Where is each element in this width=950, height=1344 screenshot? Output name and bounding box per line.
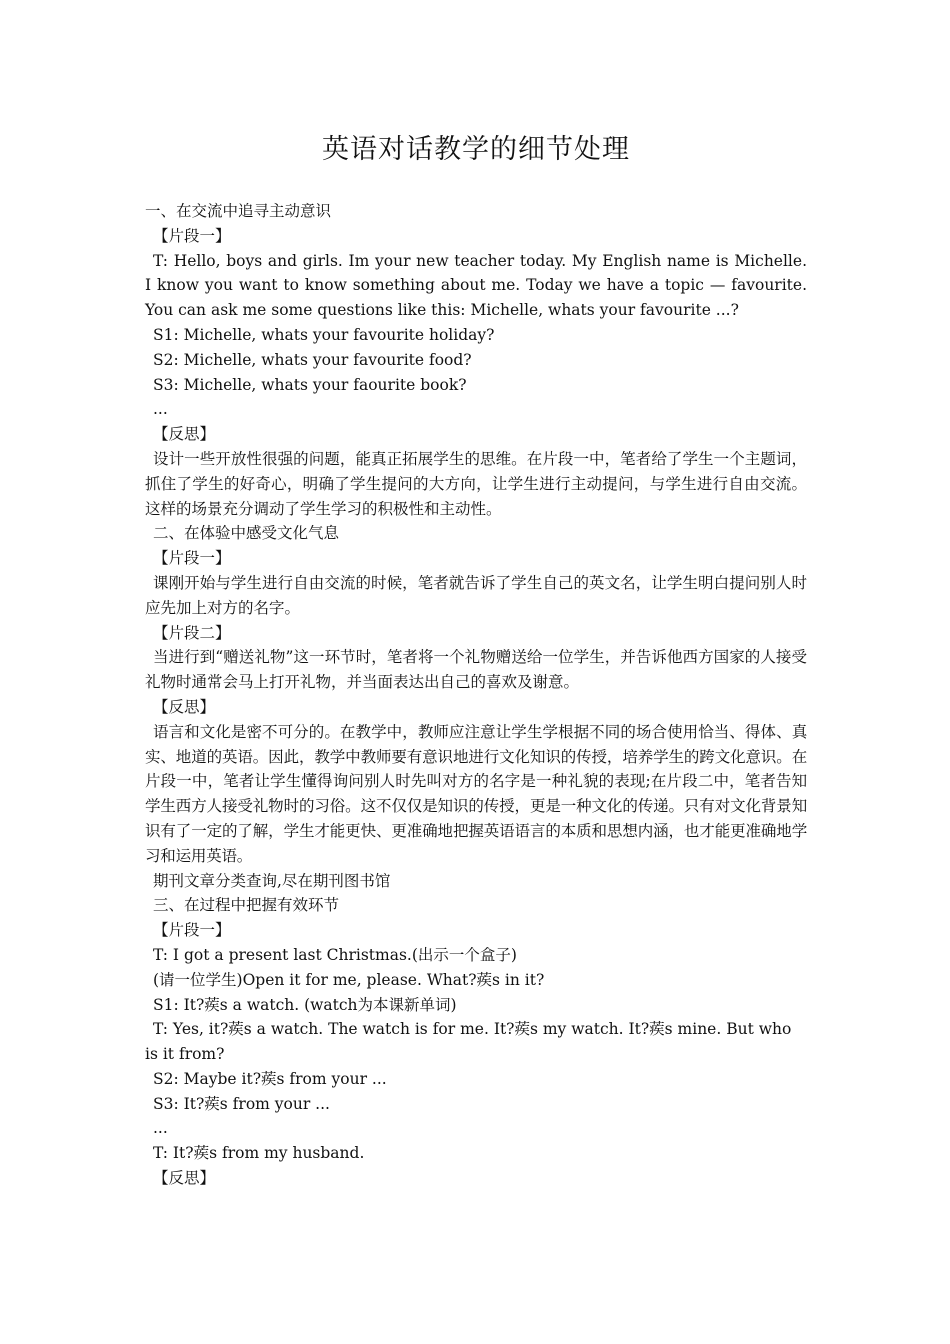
dialogue-line: S2: Maybe it?蒺s from your ... [153, 1069, 387, 1088]
fragment-label: 【片段一】 [153, 921, 231, 940]
dialogue-line: S3: It?蒺s from your ... [153, 1094, 330, 1113]
dialogue-line: T: It?蒺s from my husband. [153, 1144, 365, 1163]
dialogue-line: T: I got a present last Christmas.(出示一个盒子) [153, 945, 517, 964]
dialogue-line: S1: Michelle, whats your favourite holiday? [153, 325, 495, 344]
reflection-paragraph: 设计一些开放性很强的问题，能真正拓展学生的思维。在片段一中，笔者给了学生一个主题词，抓住了学生的好奇心，明确了学生提问的大方向，让学生进行主动提问，与学生进行自由交流。这样的场景充分调动了学生学习的积极性和主动性。 [145, 449, 807, 518]
dialogue-line: T: Yes, it?蒺s a watch. The watch is for me. It?蒺s my watch. It?蒺s mine. But who is it from? [145, 1020, 792, 1064]
fragment-label: 【片段一】 [153, 549, 231, 568]
journal-note: 期刊文章分类查询,尽在期刊图书馆 [153, 871, 391, 890]
dialogue-ellipsis: ... [153, 400, 168, 419]
reflection-label: 【反思】 [153, 1169, 216, 1188]
fragment-label: 【片段二】 [153, 623, 231, 642]
dialogue-ellipsis: ... [153, 1119, 168, 1138]
reflection-label: 【反思】 [153, 425, 216, 444]
section-heading-3: 三、在过程中把握有效环节 [153, 896, 340, 915]
body-paragraph: 当进行到“赠送礼物”这一环节时，笔者将一个礼物赠送给一位学生，并告诉他西方国家的人接受礼物时通常会马上打开礼物，并当面表达出自己的喜欢及谢意。 [145, 648, 807, 692]
section-heading-2: 二、在体验中感受文化气息 [153, 524, 340, 543]
dialogue-line: T: Hello, boys and girls. Im your new teacher today. My English name is Michelle. I know you want to know something about me. Today we have a topic — favourite. You can ask me some questions like this: Michelle, whats your favourite ...? [145, 251, 807, 320]
reflection-label: 【反思】 [153, 697, 216, 716]
fragment-label: 【片段一】 [153, 226, 231, 245]
reflection-paragraph: 语言和文化是密不可分的。在教学中，教师应注意让学生学根据不同的场合使用恰当、得体、真实、地道的英语。因此，教学中教师要有意识地进行文化知识的传授，培养学生的跨文化意识。在片段一中，笔者让学生懂得询问别人时先叫对方的名字是一种礼貌的表现;在片段二中，笔者告知学生西方人接受礼物时的习俗。这不仅仅是知识的传授，更是一种文化的传递。只有对文化背景知识有了一定的了解，学生才能更快、更准确地把握英语语言的本质和思想内涵，也才能更准确地学习和运用英语。 [145, 722, 807, 865]
body-paragraph: 课刚开始与学生进行自由交流的时候，笔者就告诉了学生自己的英文名，让学生明白提问别人时应先加上对方的名字。 [145, 573, 807, 617]
dialogue-line: (请一位学生)Open it for me, please. What?蒺s in it? [153, 970, 545, 989]
dialogue-line: S2: Michelle, whats your favourite food? [153, 350, 472, 369]
document-body [145, 199, 807, 1191]
dialogue-line: S1: It?蒺s a watch. (watch为本课新单词) [153, 995, 457, 1014]
dialogue-line: S3: Michelle, whats your faourite book? [153, 375, 467, 394]
document-title: 英语对话教学的细节处理 [322, 134, 630, 165]
section-heading-1: 一、在交流中追寻主动意识 [145, 202, 332, 220]
